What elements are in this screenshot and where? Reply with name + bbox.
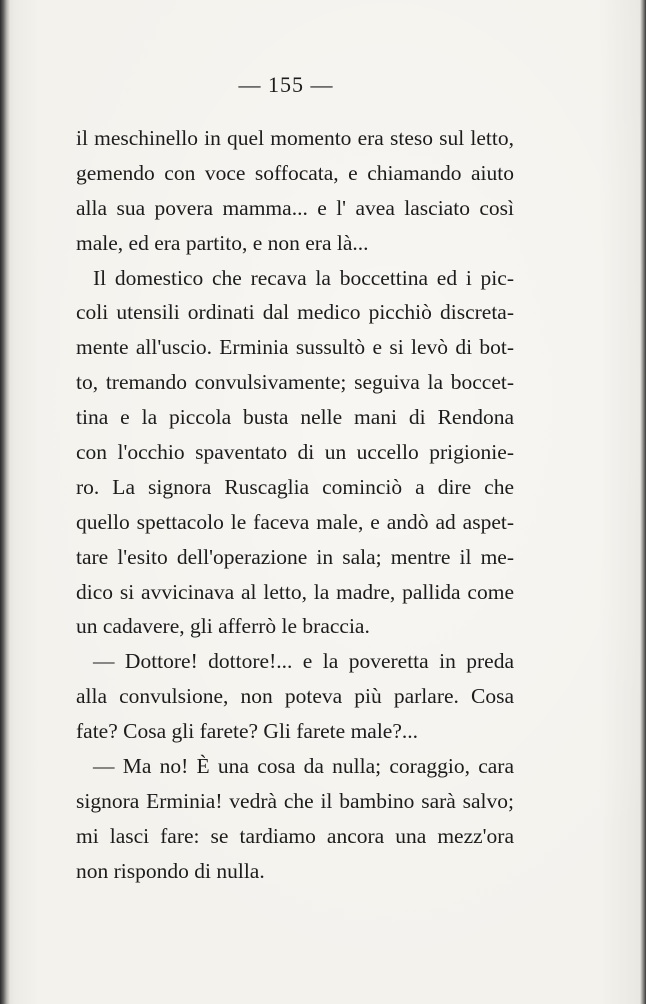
text-line: con l'occhio spaventato di un uccello prigionie- [76,440,514,465]
text-line: male, ed era partito, e non era là... [76,230,369,255]
text-line: — Dottore! dottore!... e la poveretta in preda [93,649,514,674]
text-line: non rispondo di nulla. [76,858,265,883]
text-line: ro. La signora Ruscaglia cominciò a dire che [76,474,514,499]
text-line: alla convulsione, non poteva più parlare. Cosa [76,684,514,709]
text-line: un cadavere, gli afferrò le braccia. [76,614,370,639]
text-line: tina e la piccola busta nelle mani di Rendona [76,405,514,430]
text-line: alla sua povera mamma... e l' avea lasciato così [76,195,514,220]
text-line: signora Erminia! vedrà che il bambino sarà salvo; [76,788,514,813]
page-number: — 155 — [238,72,334,97]
text-line: quello spettacolo le faceva male, e andò ad aspet- [76,509,514,534]
text-line: to, tremando convulsivamente; seguiva la boccet- [76,370,514,395]
text-line: coli utensili ordinati dal medico picchiò discreta- [76,300,514,325]
text-line: il meschinello in quel momento era steso sul letto, [76,126,514,150]
text-line: — Ma no! È una cosa da nulla; coraggio, cara [93,754,514,779]
body-text [76,121,514,889]
text-line: dico si avvicinava al letto, la madre, pallida come [76,579,514,604]
text-line: fate? Cosa gli farete? Gli farete male?... [76,719,419,744]
binding-edge [0,0,10,1004]
text-line: mente all'uscio. Erminia sussultò e si levò di bot- [76,335,514,360]
text-line: Il domestico che recava la boccettina ed i pic- [93,265,514,290]
text-line: gemendo con voce soffocata, e chiamando aiuto [76,160,514,185]
page-edge-shadow [640,0,646,1004]
text-line: mi lasci fare: se tardiamo ancora una mezz'ora [76,823,514,848]
text-line: tare l'esito dell'operazione in sala; mentre il me- [76,544,514,569]
